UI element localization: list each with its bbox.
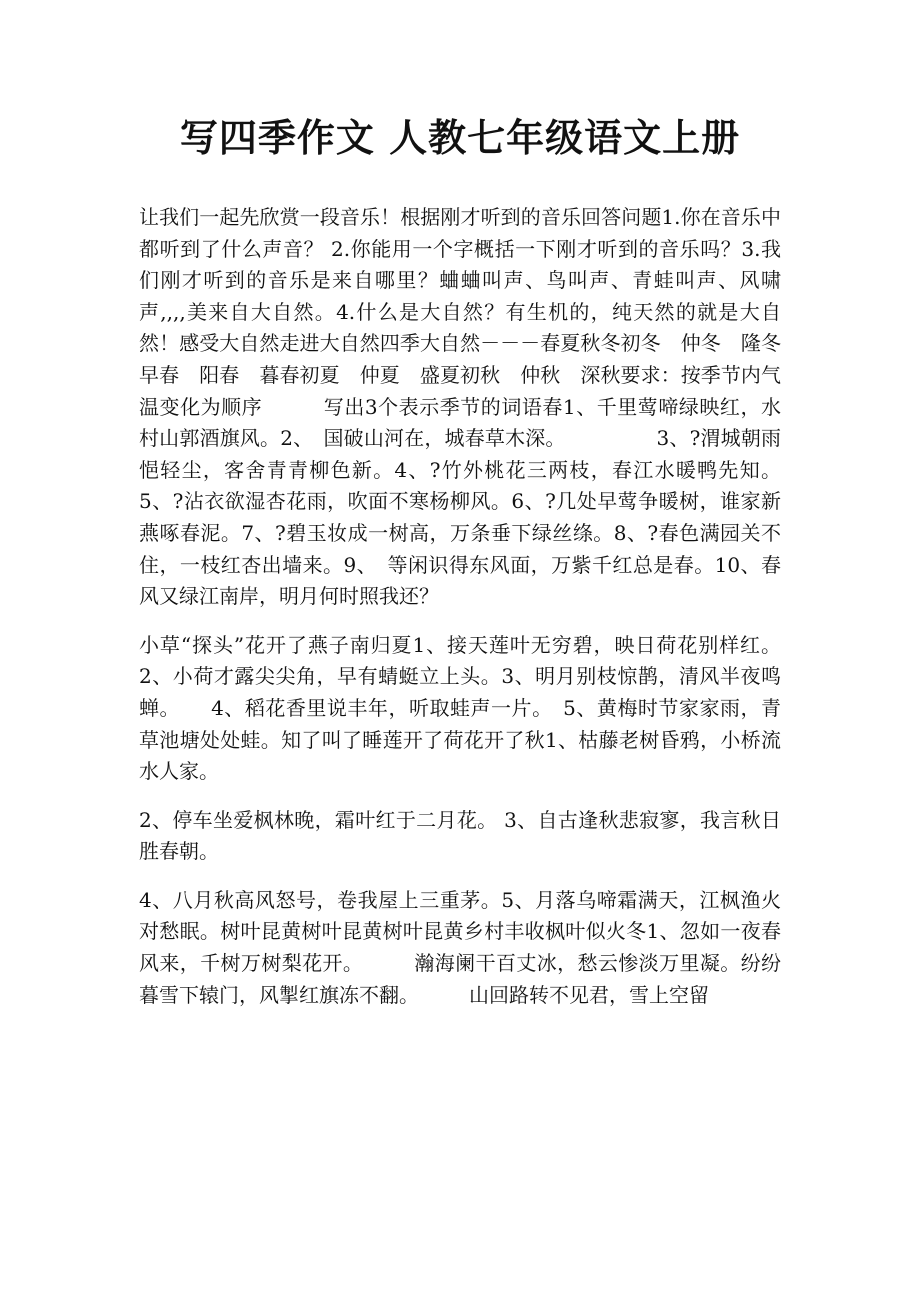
paragraph-4: 4、八月秋高风怒号，卷我屋上三重茅。5、月落乌啼霜满天，江枫渔火对愁眠。树叶昆黄树叶昆黄树叶昆黄乡村丰收枫叶似火冬1、忽如一夜春风来，千树万树梨花开。 瀚海阑干百丈冰，愁云惨淡万里凝。纷纷暮雪下辕门，风掣红旗冻不翻。 山回路转不见君，雪上空留 <box>139 887 781 1007</box>
paragraph-2: 小草“探头”花开了燕子南归夏1、接天莲叶无穷碧，映日荷花别样红。2、小荷才露尖尖角，早有蜻蜓立上头。3、明月别枝惊鹊，清风半夜鸣蝉。 4、稻花香里说丰年，听取蛙声一片。 5、黄梅时节家家雨，青草池塘处处蛙。知了叫了睡莲开了荷花开了秋1、枯藤老树昏鸦，小桥流水人家。 <box>139 632 781 784</box>
paragraph-1: 让我们一起先欣赏一段音乐！根据刚才听到的音乐回答问题1.你在音乐中都听到了什么声音？ 2.你能用一个字概括一下刚才听到的音乐吗？3.我们刚才听到的音乐是来自哪里？蛐蛐叫声、鸟叫声、青蛙叫声、风啸声,,,,美来自大自然。4.什么是大自然？有生机的，纯天然的就是大自然！感受大自然走进大自然四季大自然－－－春夏秋冬初冬 仲冬 隆冬早春 阳春 暮春初夏 仲夏 盛夏初秋 仲秋 深秋要求：按季节内气温变化为顺序 写出3个表示季节的词语春1、千里莺啼绿映红，水村山郭酒旗风。2、 国破山河在，城春草木深。 3、?渭城朝雨悒轻尘，客舍青青柳色新。4、?竹外桃花三两枝，春江水暖鸭先知。5、?沾衣欲湿杏花雨，吹面不寒杨柳风。6、?几处早莺争暖树，谁家新燕啄春泥。7、?碧玉妆成一树高，万条垂下绿丝绦。8、?春色满园关不住，一枝红杏出墙来。9、 等闲识得东风面，万紫千红总是春。10、春风又绿江南岸，明月何时照我还？ <box>139 205 781 609</box>
document-title: 写四季作文 人教七年级语文上册 <box>179 115 741 160</box>
document-body <box>139 202 781 1011</box>
paragraph-3: 2、停车坐爱枫林晚，霜叶红于二月花。 3、自古逢秋悲寂寥，我言秋日胜春朝。 <box>139 807 781 864</box>
